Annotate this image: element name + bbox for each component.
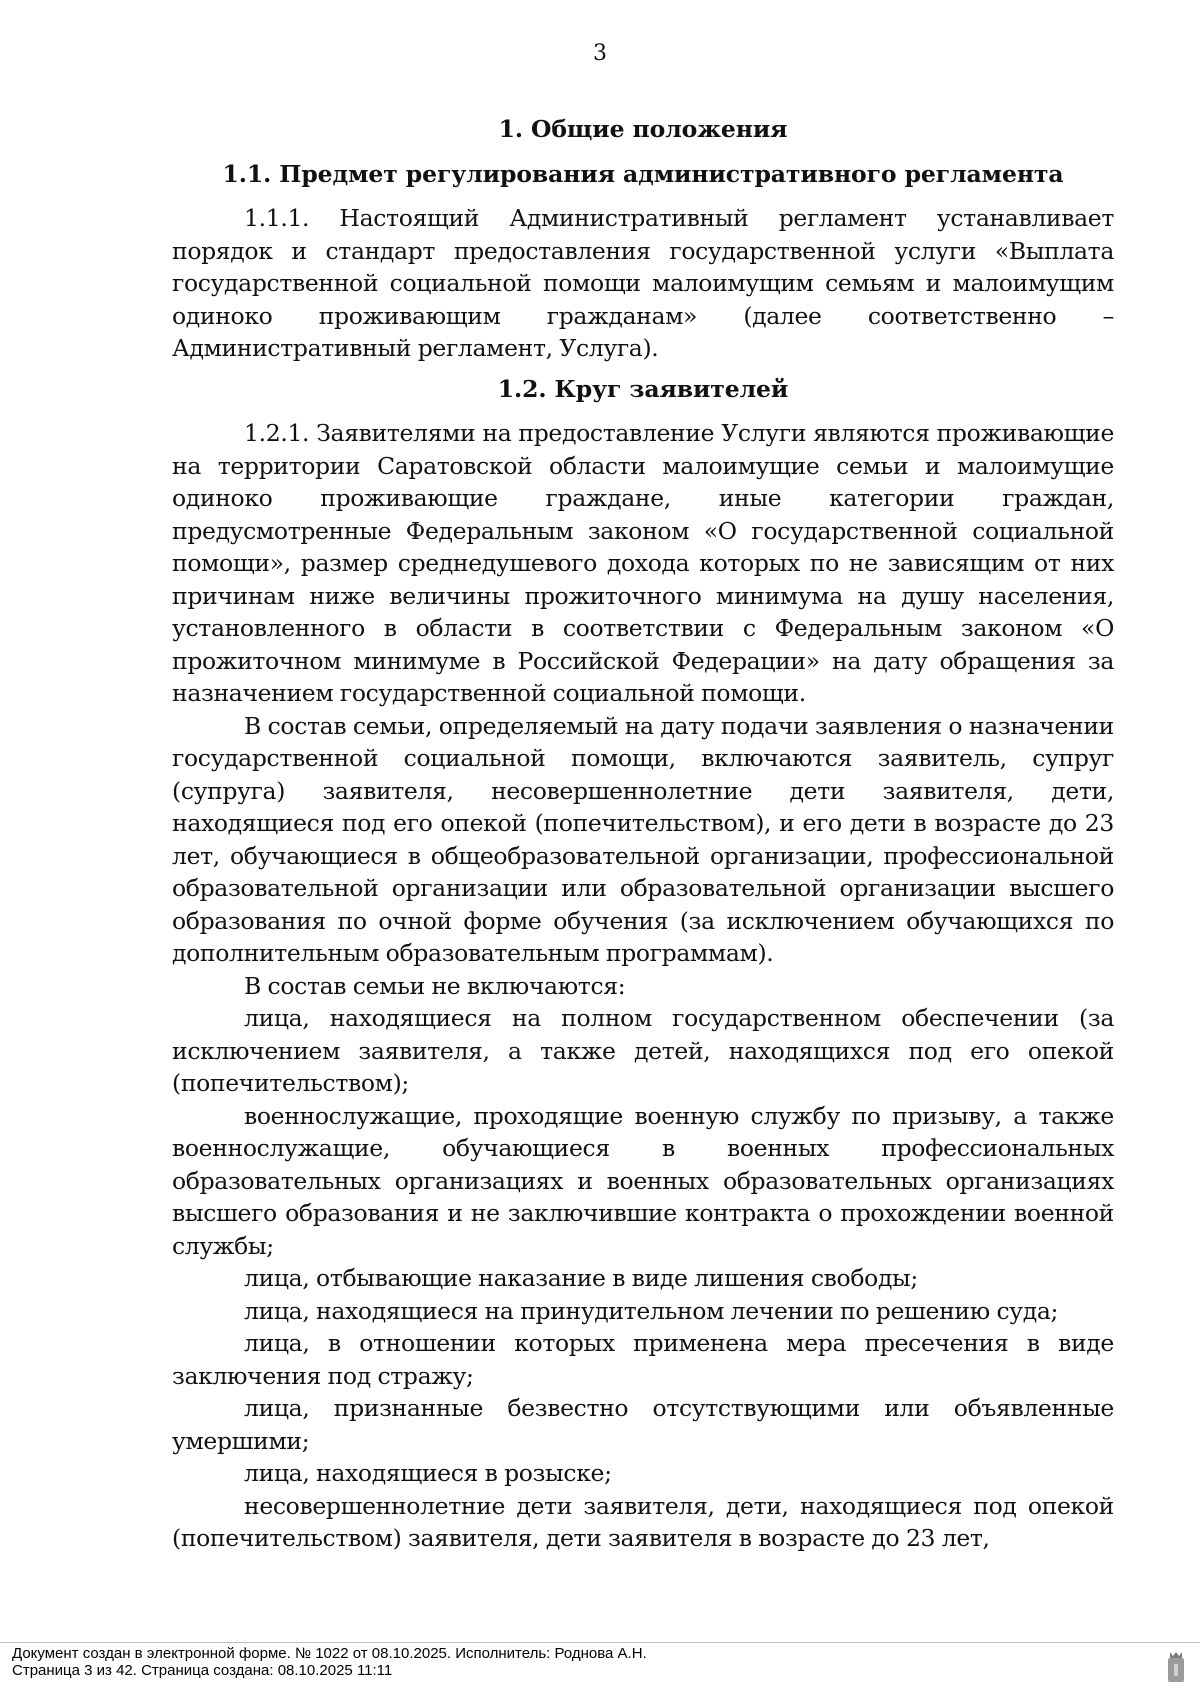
section-1-2-paragraph: лица, находящиеся на полном государственном обеспечении (за исключением заявителя, а также детей, находящихся под его опекой (попечительством); [172,1004,1114,1097]
section-1-2-paragraph: несовершеннолетние дети заявителя, дети, находящиеся под опекой (попечительством) заявителя, дети заявителя в возрасте до 23 лет, [172,1491,1114,1552]
page-number: 3 [593,41,607,66]
emblem-icon [1166,1650,1186,1684]
section-heading-1-1: 1.1. Предмет регулирования административного регламента [222,159,1064,188]
section-1-2-paragraph: В состав семьи, определяемый на дату подачи заявления о назначении государственной социальной помощи, включаются заявитель, супруг (супруга) заявителя, несовершеннолетние дети заявителя, дети, находящиеся под его опекой (попечительством), и его дети в возрасте до 23 лет, обучающиеся в общеобразовательной организации, профессиональной образовательной организации или образовательной организации высшего образования по очной форме обучения (за исключением обучающихся по дополнительным образовательным программам). [172,711,1114,967]
section-1-2-paragraph: В состав семьи не включаются: [244,971,626,1000]
document-body [172,113,1114,1555]
section-1-2-paragraph: лица, находящиеся в розыске; [244,1459,612,1487]
document-footer [12,1645,1012,1679]
section-1-2-paragraph: лица, в отношении которых применена мера пресечения в виде заключения под стражу; [172,1329,1114,1390]
section-1-2-paragraph: лица, признанные безвестно отсутствующими или объявленные умершими; [172,1394,1114,1455]
section-heading-1: 1. Общие положения [498,115,788,143]
section-1-2-paragraph: лица, находящиеся на принудительном лечении по решению суда; [244,1296,1059,1325]
footer-line-1: Документ создан в электронной форме. № 1022 от 08.10.2025. Исполнитель: Роднова А.Н. [12,1645,647,1662]
section-1-2-paragraph: лица, отбывающие наказание в виде лишения свободы; [244,1264,918,1292]
footer-line-2: Страница 3 из 42. Страница создана: 08.10.2025 11:11 [12,1662,393,1679]
section-1-2-paragraph: 1.2.1. Заявителями на предоставление Услуги являются проживающие на территории Саратовской области малоимущие семьи и малоимущие одиноко проживающие граждане, иные категории граждан, предусмотренные Федеральным законом «О государственной социальной помощи», размер среднедушевого дохода которых по не зависящим от них причинам ниже величины прожиточного минимума на душу населения, установленного в области в соответствии с Федеральным законом «О прожиточном минимуме в Российской Федерации» на дату обращения за назначением государственной социальной помощи. [172,419,1114,707]
section-1-2-paragraph: военнослужащие, проходящие военную службу по призыву, а также военнослужащие, обучающиеся в военных профессиональных образовательных организациях и военных образовательных организациях высшего образования и не заключившие контракта о прохождении военной службы; [172,1101,1114,1260]
footer-divider [0,1642,1200,1643]
section-1-2-body [172,417,1114,1555]
section-heading-1-2: 1.2. Круг заявителей [497,374,789,403]
section-1-1-paragraph: 1.1.1. Настоящий Административный регламент устанавливает порядок и стандарт предоставления государственной услуги «Выплата государственной социальной помощи малоимущим семьям и малоимущим одиноко проживающим гражданам» (далее соответственно – Административный регламент, Услуга). [172,204,1114,362]
section-1-1-body [172,202,1114,365]
